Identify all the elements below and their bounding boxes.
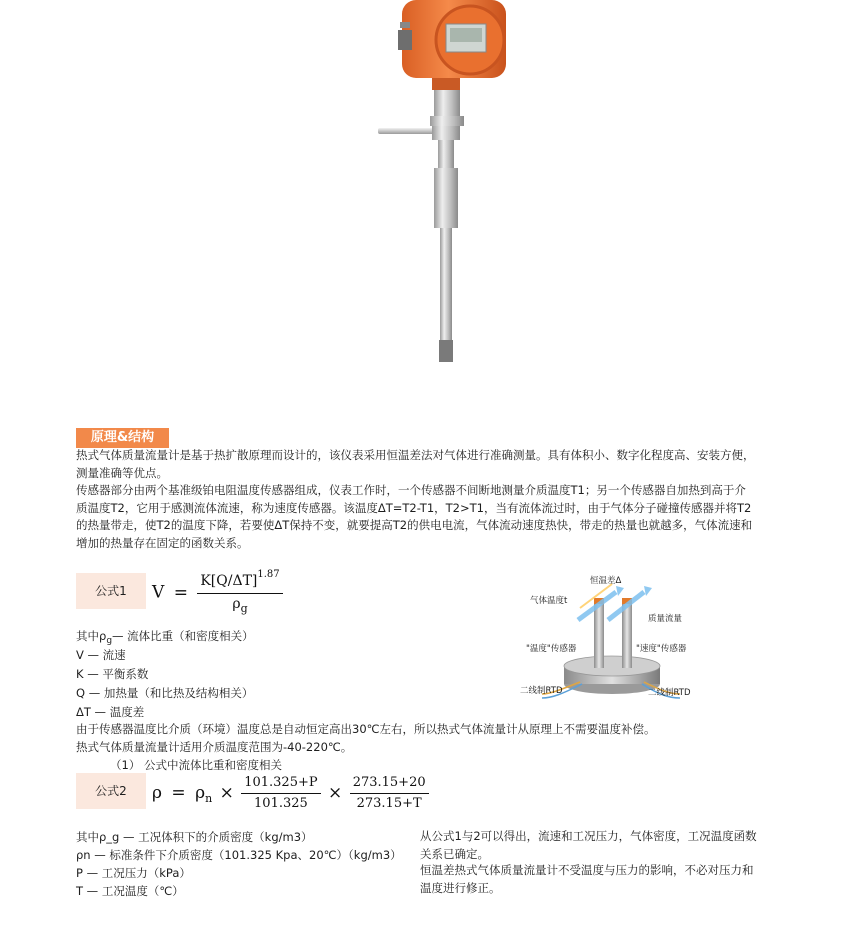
note-temperature-range: 热式气体质量流量计适用介质温度范围为-40-220℃。 (76, 740, 353, 754)
label-temp-sensor: "温度"传感器 (526, 644, 577, 654)
formula2-frac2-num: 273.15+20 (350, 773, 429, 794)
var-v: V — 流速 (76, 648, 126, 662)
formula1-exponent: 1.87 (257, 569, 280, 580)
formula2-frac1-num: 101.325+P (241, 773, 320, 794)
var2-t: T — 工况温度（℃） (76, 884, 184, 898)
formula2-expression (152, 773, 429, 814)
formula1-den-sub: g (240, 602, 248, 615)
formula1-numerator: K[Q/ΔT] (200, 573, 258, 589)
formula1-lhs: V (152, 582, 165, 603)
var2-rho-g: 其中ρ_g — 工况体积下的介质密度（kg/m3） (76, 830, 313, 844)
formula2-rho-n-sub: n (205, 792, 213, 805)
formula1-expression (152, 571, 283, 615)
label-const-dt: 恒温差Δ (590, 576, 622, 586)
label-gas-temp: 气体温度t (530, 596, 568, 606)
var-dt: ΔT — 温度差 (76, 705, 145, 719)
var2-p: P — 工况压力（kPa） (76, 866, 191, 880)
section-tag: 原理&结构 (76, 428, 169, 448)
label-mass-flow: 质量流量 (648, 614, 683, 624)
formula2-times-2: × (328, 783, 343, 803)
intro-paragraph-2: 传感器部分由两个基准级铂电阻温度传感器组成，仪表工作时，一个传感器不间断地测量介质温度T1；另一个传感器自加热到高于介质温度T2，它用于感测流体流速，称为速度传感器。该温度ΔT=T2-T1，T2>T1，当有流体流过时，由于气体分子碰撞传感器并将T2的热量带走，使T2的温度下降，若要使ΔT保持不变，就要提高T2的供电电流，气体流动速度热快，带走的热量也就越多，气体流速和增加的热量存在固定的函数关系。 (76, 483, 753, 550)
label-rtd-right: 二线制RTD (648, 688, 691, 698)
intro-paragraph-1: 热式气体质量流量计是基于热扩散原理而设计的，该仪表采用恒温差法对气体进行准确测量。具有体积小、数字化程度高、安装方便，测量准确等优点。 (76, 448, 755, 480)
var-rho-g: 其中$\rho_g—$ 流体比重（和密度相关） (76, 629, 254, 646)
formula1-eq: = (173, 582, 188, 603)
formula2-label: 公式2 (76, 773, 146, 809)
flowmeter-product-image (370, 0, 540, 370)
var-q: Q — 加热量（和比热及结构相关） (76, 686, 254, 700)
sensor-diagram (520, 572, 710, 712)
var-k: K — 平衡系数 (76, 667, 149, 681)
formula2-rho-n: ρ (195, 783, 206, 803)
formula1-den-main: ρ (232, 596, 241, 612)
formula2-eq: = (171, 783, 186, 803)
conclusion-2: 恒温差热式气体质量流量计不受温度与压力的影响，不必对压力和温度进行修正。 (420, 863, 754, 895)
conclusion-1: 从公式1与2可以得出，流速和工况压力，气体密度，工况温度函数关系已确定。 (420, 829, 757, 861)
formula2-frac2-den: 273.15+T (356, 796, 422, 811)
formula2-lhs: ρ (152, 783, 162, 803)
formula2-times-1: × (219, 783, 234, 803)
var2-rho-n: ρn — 标准条件下介质密度（101.325 Kpa、20℃）（kg/m3） (76, 848, 402, 862)
note-temperature-compensation: 由于传感器温度比介质（环境）温度总是自动恒定高出30℃左右，所以热式气体流量计从原理上不需要温度补偿。 (76, 722, 656, 736)
label-speed-sensor: "速度"传感器 (636, 644, 687, 654)
formula1-label: 公式1 (76, 573, 146, 609)
formula2-frac1-den: 101.325 (254, 796, 308, 811)
sub-heading-density: （1） 公式中流体比重和密度相关 (110, 758, 282, 772)
label-rtd-left: 二线制RTD (520, 686, 563, 696)
